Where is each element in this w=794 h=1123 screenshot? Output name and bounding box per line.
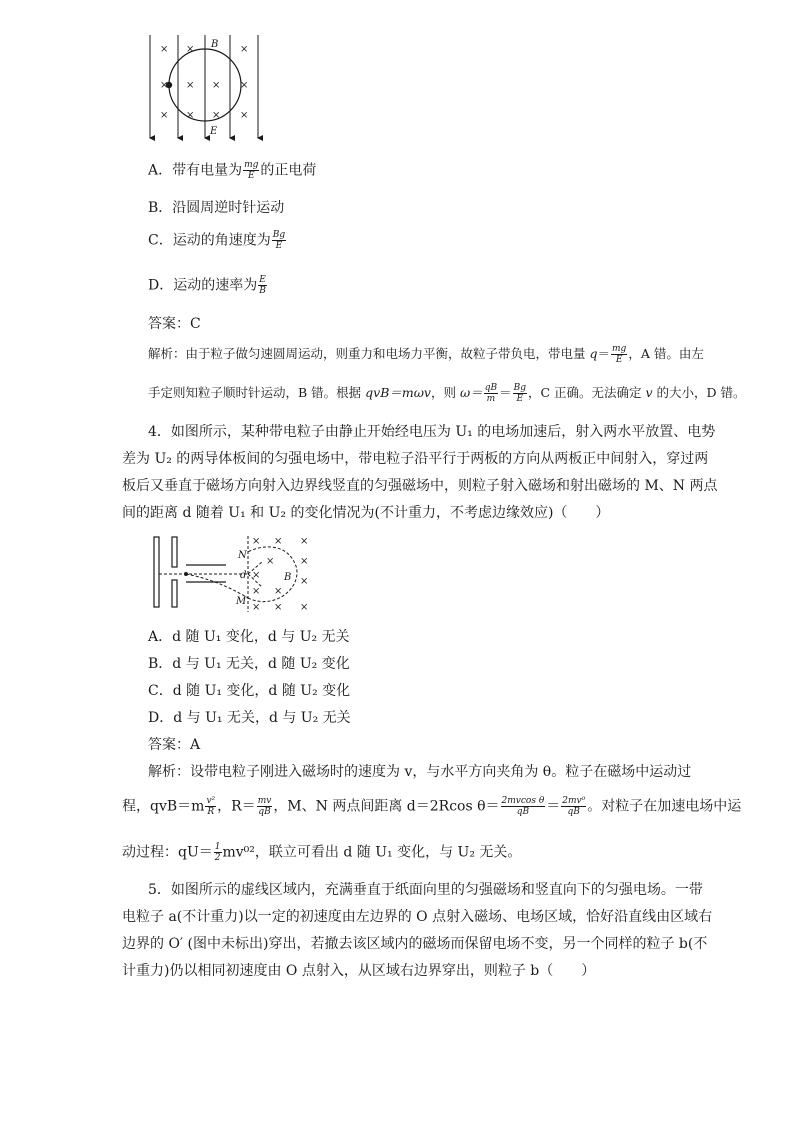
figure-accelerator-field [148,532,323,617]
q4-answer: 答案：A [148,737,201,753]
q4-option-d: D．d 与 U₁ 无关，d 与 U₂ 无关 [148,710,351,726]
cross-mark: × [160,44,169,55]
cross-mark: × [186,110,195,121]
cross-mark: × [186,80,195,91]
q4-explanation-line3: 动过程：qU＝ $\frac{1}{2}$ mv⁰²，联立可看出 d 随 U₁ 变化，与 U₂ 无关。 [122,842,522,863]
cross-mark: × [300,576,309,587]
label-b: B [284,572,292,583]
q3-explanation-line2: 手定则知粒子顺时针运动，B 错。根据 qvB＝mωv，则 ω＝ $\frac{qB}{m}$ ＝ $\frac{Bg}{E}$ ，C 正确。无法确定 v 的大小，D 错。 [148,383,746,404]
q4-stem-line2: 差为 U₂ 的两导体板间的匀强电场中，带电粒子沿平行于两板的方向从两板正中间射入，穿过两 [122,451,709,467]
label-m: M [236,596,247,607]
cross-mark: × [212,110,221,121]
q4-option-c: C．d 随 U₁ 变化，d 随 U₂ 变化 [148,683,351,699]
cross-mark: × [240,44,249,55]
figure-circle-field [140,30,270,145]
q4-stem-line4: 间的距离 d 随着 U₁ 和 U₂ 的变化情况为(不计重力，不考虑边缘效应)（ ） [122,505,610,521]
q4-explanation-line1: 解析：设带电粒子刚进入磁场时的速度为 v，与水平方向夹角为 θ。粒子在磁场中运动过 [148,764,692,780]
q3-option-d: D．运动的速率为 $\frac{E}{B}$ [148,275,266,296]
q3-answer: 答案：C [148,316,201,332]
q5-stem-line1: 5．如图所示的虚线区域内，充满垂直于纸面向里的匀强磁场和竖直向下的匀强电场。一带 [148,882,703,898]
cross-mark: × [252,602,261,613]
cross-mark: × [274,536,283,547]
cross-mark: × [274,586,283,597]
label-b: B [211,39,219,50]
cross-mark: × [212,80,221,91]
cross-mark: × [300,602,309,613]
q4-stem-line3: 板后又垂直于磁场方向射入边界线竖直的匀强磁场中，则粒子射入磁场和射出磁场的 M、N 两点 [122,478,718,494]
q3-option-a: A．带有电量为 $\frac{mg}{E}$ 的正电荷 [148,160,317,181]
cross-mark: × [240,80,249,91]
q4-explanation-line2: 程，qvB＝m $\frac{\text{v²}}{R}$ ，R＝ $\frac{mv}{qB}$ ，M、N 两点间距离 d＝2Rcos θ＝ $\frac{\text{2mvcos θ}}{qB}$ ＝ $\frac{\text{2mv⁰}}{qB}$ 。对粒子在加速电场中运 [122,796,742,817]
q3-option-c: C．运动的角速度为 $\frac{Bg}{E}$ [148,230,286,251]
q4-stem-line1: 4．如图所示，某种带电粒子由静止开始经电压为 U₁ 的电场加速后，射入两水平放置、电势 [148,424,716,440]
cross-mark: × [160,110,169,121]
q5-stem-line4: 计重力)仍以相同初速度由 O 点射入，从区域右边界穿出，则粒子 b（ ） [122,963,596,979]
cross-mark: × [252,536,261,547]
cross-mark: × [160,80,169,91]
q4-option-b: B．d 与 U₁ 无关，d 随 U₂ 变化 [148,656,350,672]
cross-mark: × [186,44,195,55]
q5-stem-line3: 边界的 O′ (图中未标出)穿出，若撤去该区域内的磁场而保留电场不变，另一个同样的粒子 b(不 [122,936,708,952]
label-d: d [240,570,247,581]
cross-mark: × [274,602,283,613]
cross-mark: × [252,586,261,597]
cross-mark: × [252,570,261,581]
q3-explanation-line1: 解析：由于粒子做匀速圆周运动，则重力和电场力平衡，故粒子带负电，带电量 q＝ $\frac{mg}{E}$ ，A 错。由左 [148,344,704,365]
cross-mark: × [266,556,275,567]
cross-mark: × [240,110,249,121]
q3-option-b: B．沿圆周逆时针运动 [148,200,285,216]
cross-mark: × [300,536,309,547]
label-n: N [238,550,247,561]
cross-mark: × [300,556,309,567]
q4-option-a: A．d 随 U₁ 变化，d 与 U₂ 无关 [148,629,350,645]
q5-stem-line2: 电粒子 a(不计重力)以一定的初速度由左边界的 O 点射入磁场、电场区域，恰好沿直线由区域右 [122,909,713,925]
label-e: E [210,126,218,137]
